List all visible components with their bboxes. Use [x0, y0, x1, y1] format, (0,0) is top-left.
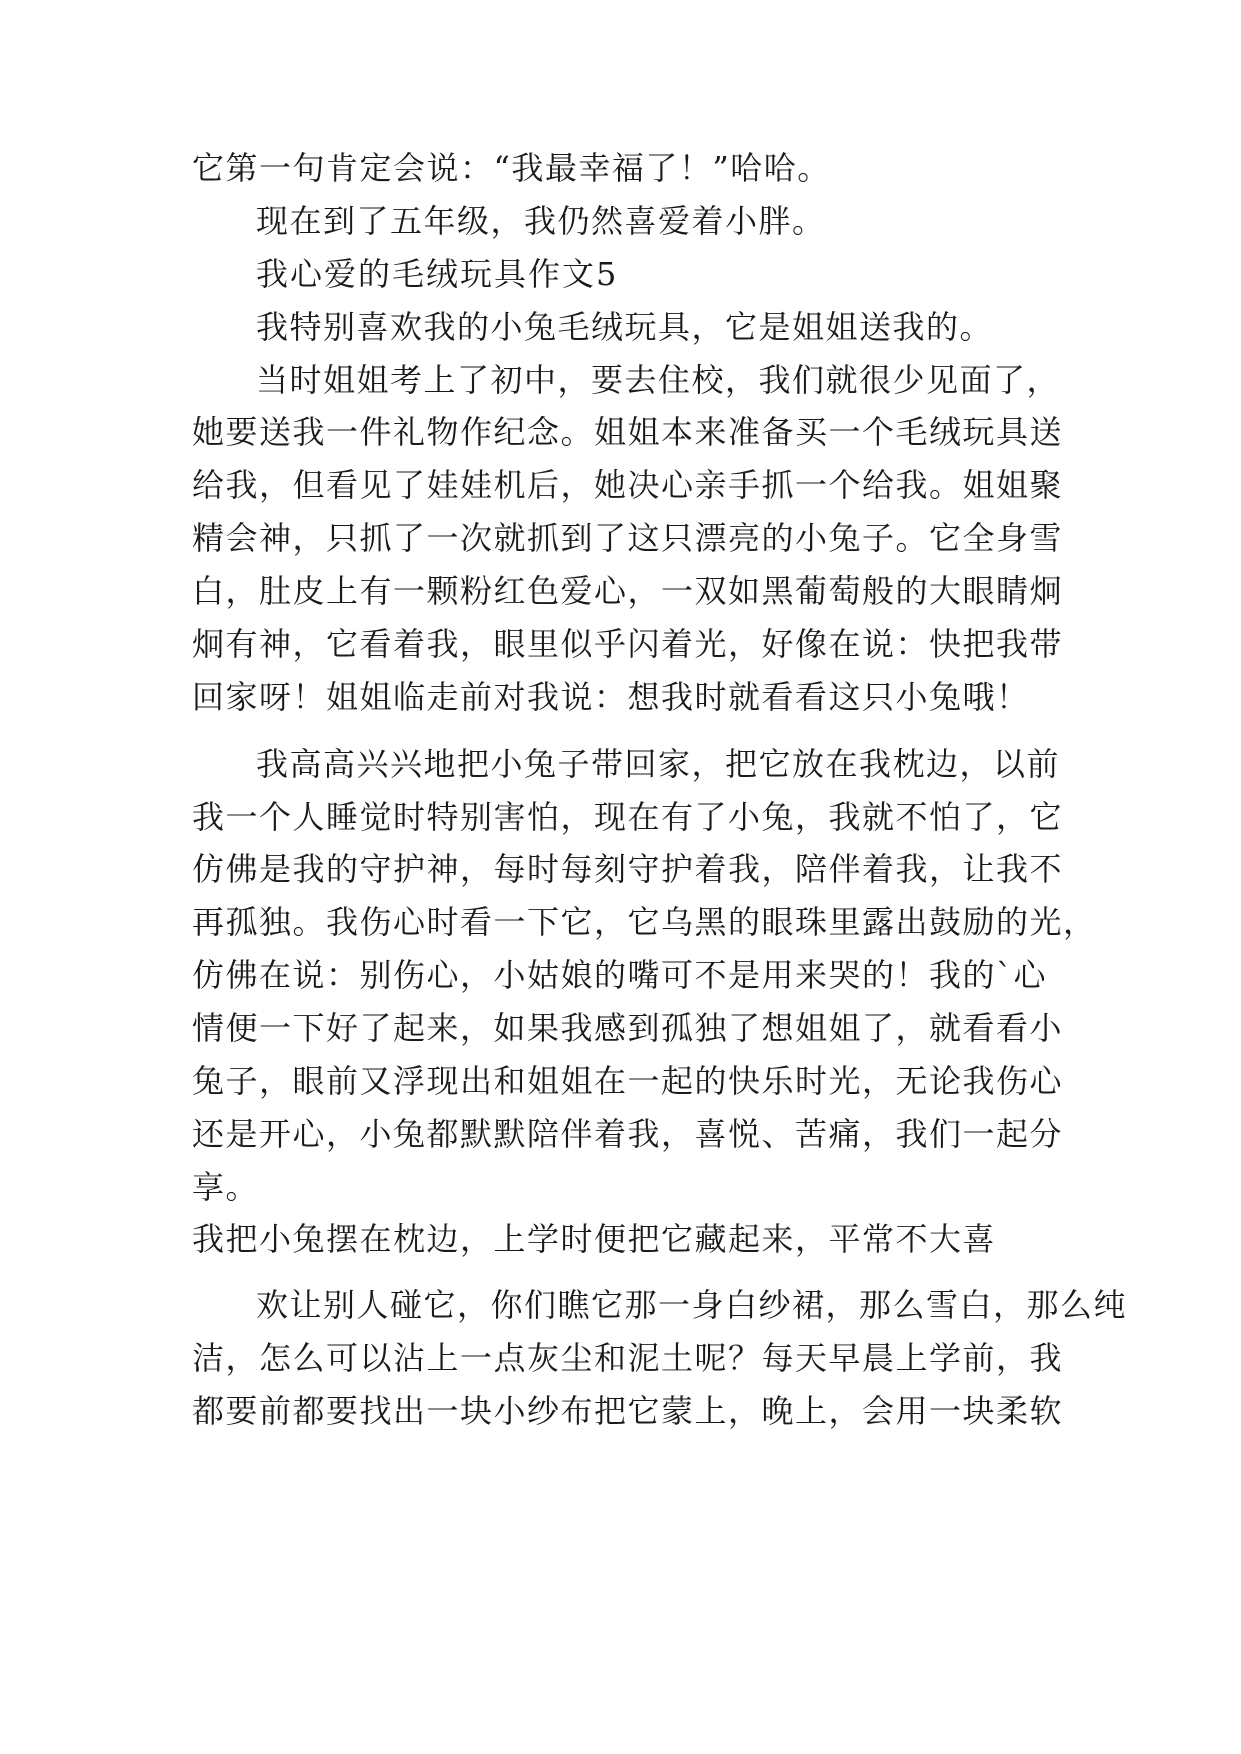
paragraph-line: 仿佛在说：别伤心，小姑娘的嘴可不是用来哭的！我的`心	[192, 956, 1048, 994]
paragraph-line: 当时姐姐考上了初中，要去住校，我们就很少见面了，	[256, 361, 1061, 399]
paragraph-line: 情便一下好了起来，如果我感到孤独了想姐姐了，就看看小	[192, 1009, 1064, 1047]
paragraph-line: 再孤独。我伤心时看一下它，它乌黑的眼珠里露出鼓励的光，	[192, 903, 1097, 941]
paragraph-line: 精会神，只抓了一次就抓到了这只漂亮的小兔子。它全身雪	[192, 519, 1064, 557]
paragraph-line: 都要前都要找出一块小纱布把它蒙上，晚上，会用一块柔软	[192, 1392, 1064, 1430]
paragraph-line: 欢让别人碰它，你们瞧它那一身白纱裙，那么雪白，那么纯	[256, 1286, 1128, 1324]
paragraph-line: 洁，怎么可以沾上一点灰尘和泥土呢？每天早晨上学前，我	[192, 1339, 1064, 1377]
paragraph-line: 我一个人睡觉时特别害怕，现在有了小兔，我就不怕了，它	[192, 798, 1064, 836]
paragraph-line: 兔子，眼前又浮现出和姐姐在一起的快乐时光，无论我伤心	[192, 1062, 1064, 1100]
paragraph-line: 还是开心，小兔都默默陪伴着我，喜悦、苦痛，我们一起分	[192, 1115, 1064, 1153]
paragraph-line: 仿佛是我的守护神，每时每刻守护着我，陪伴着我，让我不	[192, 850, 1064, 888]
paragraph-line: 白，肚皮上有一颗粉红色爱心，一双如黑葡萄般的大眼睛炯	[192, 572, 1064, 610]
paragraph-line: 给我，但看见了娃娃机后，她决心亲手抓一个给我。姐姐聚	[192, 466, 1064, 504]
paragraph-line: 我高高兴兴地把小兔子带回家，把它放在我枕边，以前	[256, 745, 1061, 783]
paragraph-line: 我把小兔摆在枕边，上学时便把它藏起来，平常不大喜	[192, 1220, 997, 1258]
paragraph-line: 它第一句肯定会说：“我最幸福了！”哈哈。	[192, 149, 831, 187]
paragraph-line: 我特别喜欢我的小兔毛绒玩具，它是姐姐送我的。	[256, 308, 994, 346]
paragraph-line: 享。	[192, 1168, 260, 1206]
paragraph-line: 炯有神，它看着我，眼里似乎闪着光，好像在说：快把我带	[192, 625, 1064, 663]
paragraph-line: 现在到了五年级，我仍然喜爱着小胖。	[256, 202, 826, 240]
paragraph-line: 回家呀！姐姐临走前对我说：想我时就看看这只小兔哦！	[192, 678, 1030, 716]
section-title: 我心爱的毛绒玩具作文5	[256, 255, 619, 293]
paragraph-line: 她要送我一件礼物作纪念。姐姐本来准备买一个毛绒玩具送	[192, 413, 1064, 451]
